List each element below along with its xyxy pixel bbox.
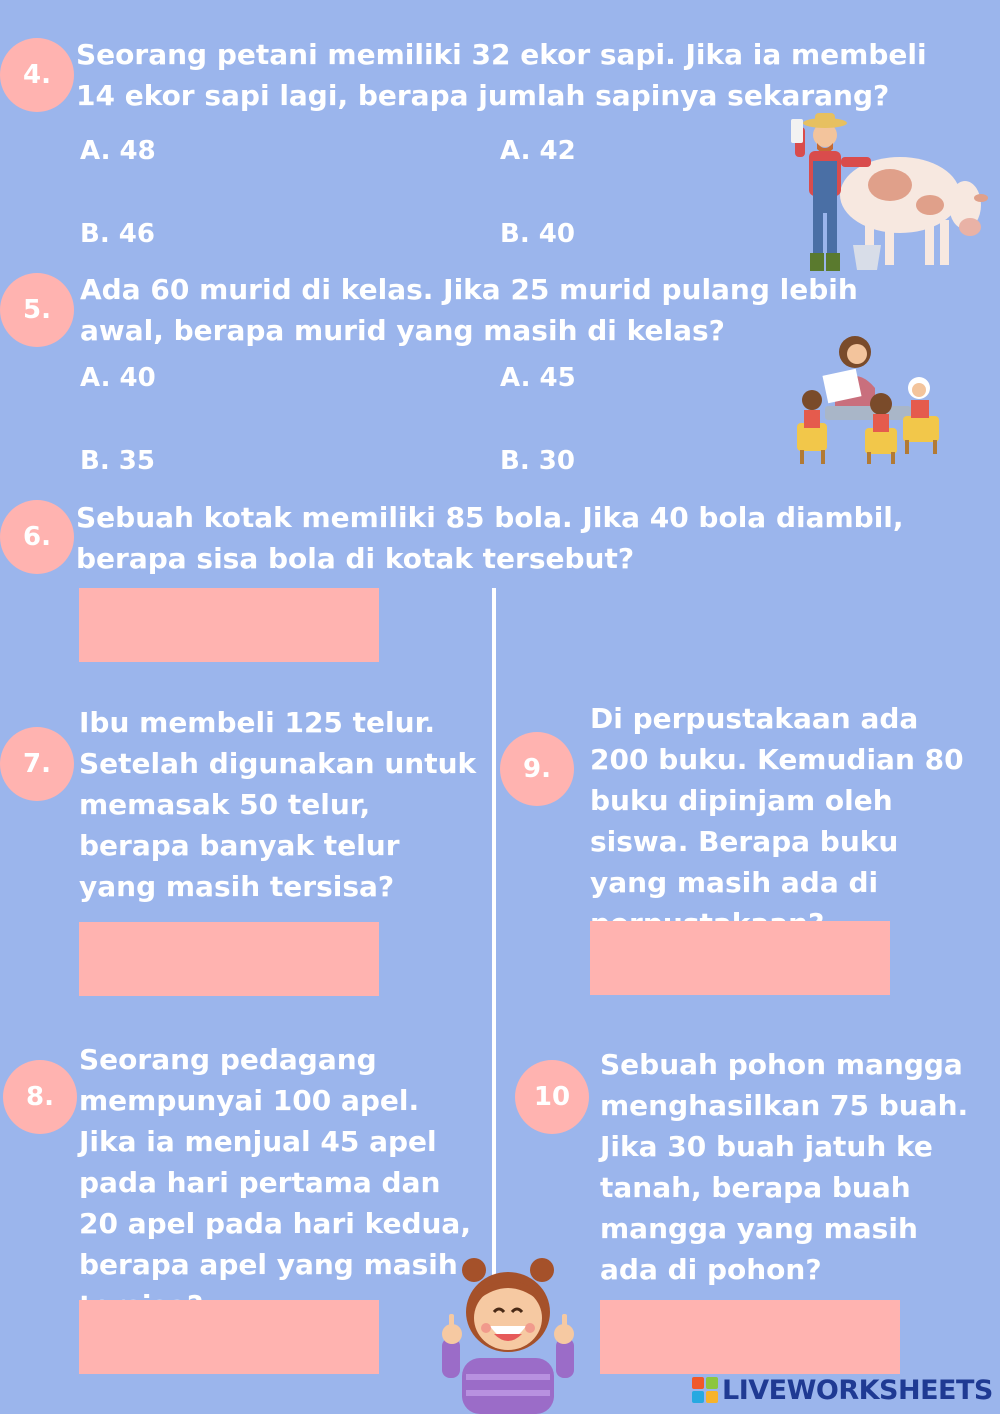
farmer-cow-illustration bbox=[785, 105, 995, 275]
question-number-badge: 7. bbox=[0, 727, 74, 801]
logo-text: LIVEWORKSHEETS bbox=[722, 1374, 993, 1406]
question-number-badge: 6. bbox=[0, 500, 74, 574]
question-text: Sebuah pohon mangga menghasilkan 75 buah. Jika 30 buah jatuh ke tanah, berapa buah mangga yang masih ada di pohon? bbox=[600, 1048, 969, 1286]
question-number-badge: 5. bbox=[0, 273, 74, 347]
answer-input-box[interactable] bbox=[79, 588, 379, 662]
question-number-badge: 9. bbox=[500, 732, 574, 806]
answer-option[interactable]: B. 30 bbox=[500, 446, 575, 476]
answer-option[interactable]: B. 35 bbox=[80, 446, 155, 476]
answer-option[interactable]: A. 48 bbox=[80, 136, 156, 166]
question-text: Sebuah kotak memiliki 85 bola. Jika 40 bola diambil, berapa sisa bola di kotak tersebut? bbox=[76, 501, 904, 575]
answer-option[interactable]: B. 40 bbox=[500, 219, 575, 249]
answer-input-box[interactable] bbox=[600, 1300, 900, 1374]
answer-input-box[interactable] bbox=[79, 922, 379, 996]
question-number-badge: 8. bbox=[3, 1060, 77, 1134]
question-text: Seorang petani memiliki 32 ekor sapi. Jika ia membeli 14 ekor sapi lagi, berapa jumlah sapinya sekarang? bbox=[76, 38, 927, 112]
happy-girl-illustration bbox=[438, 1256, 578, 1414]
question-text: Ibu membeli 125 telur. Setelah digunakan untuk memasak 50 telur, berapa banyak telur yang masih tersisa? bbox=[79, 706, 477, 903]
question-number-badge: 4. bbox=[0, 38, 74, 112]
answer-option[interactable]: A. 40 bbox=[80, 363, 156, 393]
classroom-illustration bbox=[795, 328, 945, 464]
answer-option[interactable]: B. 46 bbox=[80, 219, 155, 249]
question-number-badge: 10 bbox=[515, 1060, 589, 1134]
column-divider bbox=[492, 588, 496, 1348]
question-text: Seorang pedagang mempunyai 100 apel. Jika ia menjual 45 apel pada hari pertama dan 20 apel pada hari kedua, berapa apel yang masih bbox=[79, 1043, 471, 1281]
answer-option[interactable]: A. 42 bbox=[500, 136, 576, 166]
answer-option[interactable]: A. 45 bbox=[500, 363, 576, 393]
liveworksheets-logo bbox=[692, 1372, 993, 1408]
answer-input-box[interactable] bbox=[590, 921, 890, 995]
question-text: Ada 60 murid di kelas. Jika 25 murid pulang lebih awal, berapa murid yang masih di kelas? bbox=[80, 273, 858, 347]
liveworksheets-logo-icon bbox=[692, 1377, 718, 1403]
answer-input-box[interactable] bbox=[79, 1300, 379, 1374]
question-text: Di perpustakaan ada 200 buku. Kemudian 80 buku dipinjam oleh siswa. Berapa buku yang masih ada di bbox=[590, 702, 964, 899]
